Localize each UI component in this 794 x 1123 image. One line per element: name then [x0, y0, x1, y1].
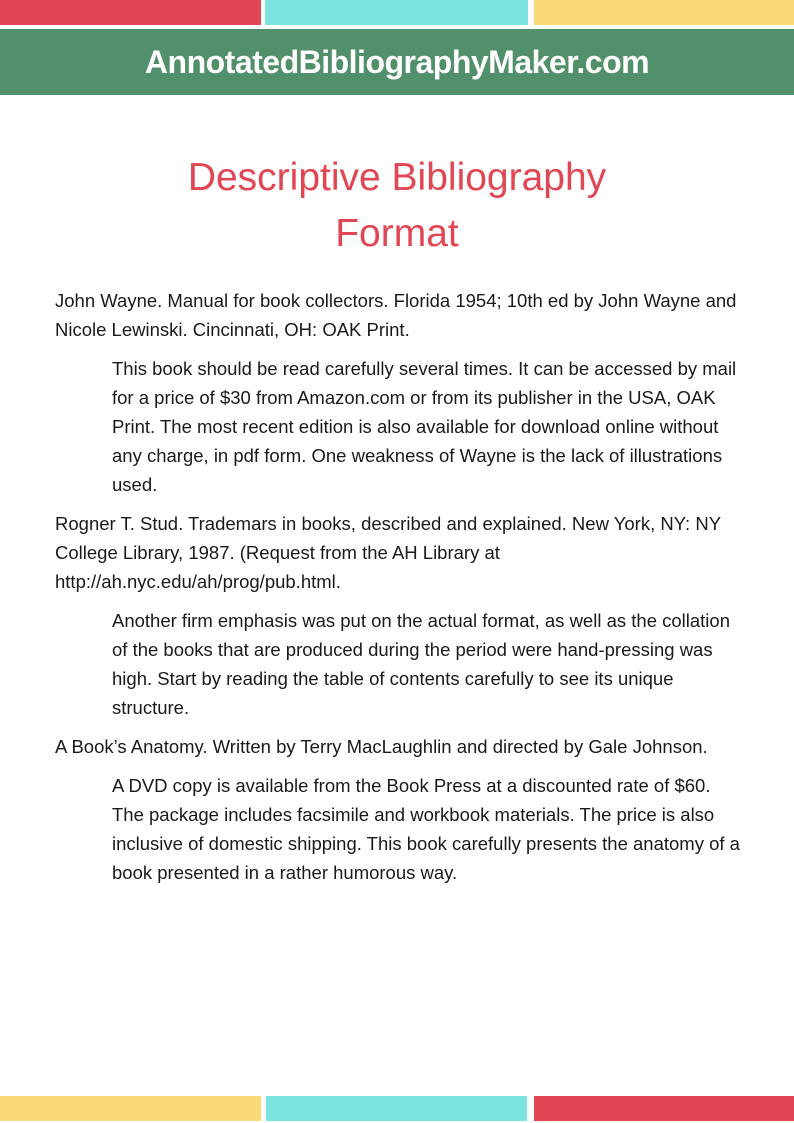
top-bar-red	[0, 0, 261, 25]
bottom-bar-teal	[266, 1096, 527, 1121]
page-title-line2: Format	[335, 212, 459, 255]
site-banner	[0, 29, 794, 95]
site-name: AnnotatedBibliographyMaker.com	[144, 43, 650, 80]
top-bar-teal	[265, 0, 528, 25]
citation: A Book’s Anatomy. Written by Terry MacLaughlin and directed by Gale Johnson.	[55, 736, 708, 757]
annotation: This book should be read carefully several times. It can be accessed by mail for a price of $30 from Amazon.com or from its publisher in the USA, OAK Print. The most recent edition is also available for download online without any charge, in pdf form. One weakness of Wayne is the lack of illustrations used.	[112, 358, 737, 495]
bottom-bar-yellow	[0, 1096, 261, 1121]
page-title-line1: Descriptive Bibliography	[187, 156, 607, 199]
page-title	[0, 150, 794, 262]
bibliography	[55, 286, 745, 897]
bottom-bar-red	[534, 1096, 794, 1121]
top-bar-yellow	[534, 0, 794, 25]
annotation: Another firm emphasis was put on the actual format, as well as the collation of the books that are produced during the period were hand-pressing was high. Start by reading the table of contents carefully to see its unique structure.	[112, 610, 730, 718]
citation: John Wayne. Manual for book collectors. Florida 1954; 10th ed by John Wayne and Nicole Lewinski. Cincinnati, OH: OAK Print.	[55, 290, 737, 340]
annotation: A DVD copy is available from the Book Press at a discounted rate of $60. The package includes facsimile and workbook materials. The price is also inclusive of domestic shipping. This book carefully presents the anatomy of a book presented in a rather humorous way.	[112, 775, 740, 883]
citation: Rogner T. Stud. Trademars in books, described and explained. New York, NY: NY College Library, 1987. (Request from the AH Library at http://ah.nyc.edu/ah/prog/pub.html.	[55, 513, 721, 592]
